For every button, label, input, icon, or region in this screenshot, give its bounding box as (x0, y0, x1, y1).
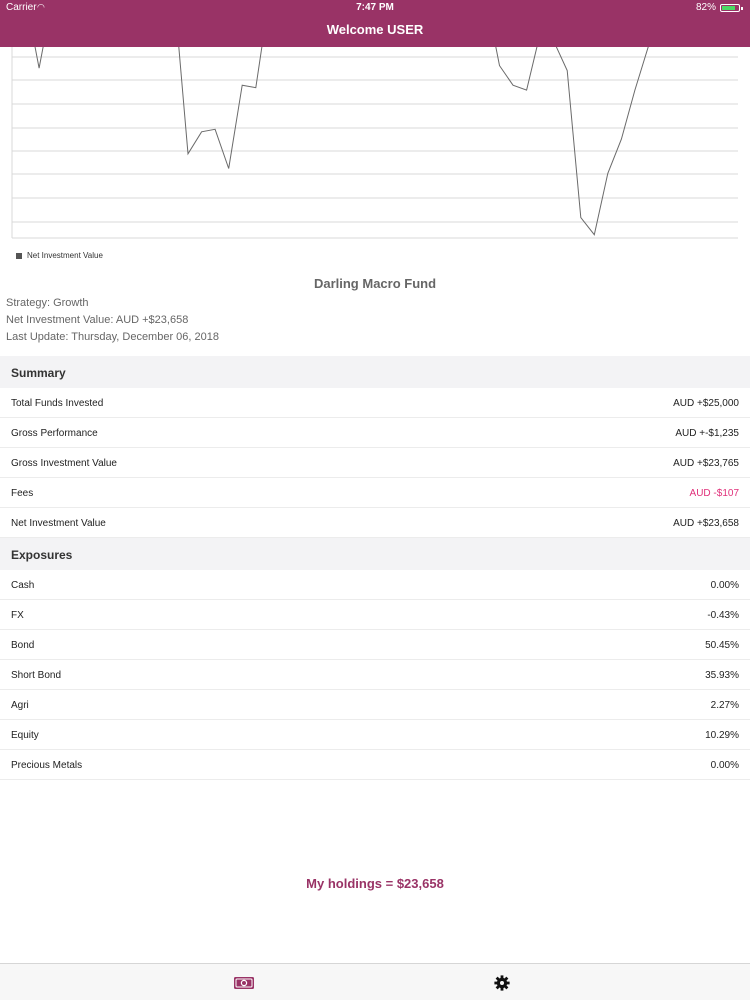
summary-header: Summary (0, 356, 750, 388)
exposure-row (0, 690, 750, 720)
row-label: FX (11, 610, 24, 621)
exposure-row (0, 630, 750, 660)
row-value: 35.93% (705, 670, 739, 681)
exposure-row (0, 720, 750, 750)
row-label: Bond (11, 640, 35, 651)
exposure-row (0, 570, 750, 600)
battery-percent: 82% (695, 2, 716, 13)
money-icon[interactable] (232, 974, 256, 992)
chart-legend (16, 251, 103, 260)
row-value: 10.29% (705, 730, 739, 741)
summary-row (0, 418, 750, 448)
fund-strategy: Strategy: Growth (6, 297, 89, 309)
exposure-row (0, 750, 750, 780)
row-label: Cash (11, 580, 35, 591)
row-value: AUD -$107 (689, 488, 739, 499)
status-bar (0, 0, 750, 14)
legend-label: Net Investment Value (27, 251, 103, 260)
exposures-header: Exposures (0, 538, 750, 570)
top-bar (0, 0, 750, 47)
fund-last-update: Last Update: Thursday, December 06, 2018 (6, 331, 219, 343)
summary-row (0, 508, 750, 538)
row-label: Gross Investment Value (11, 458, 117, 469)
exposure-row (0, 600, 750, 630)
row-value: AUD +$25,000 (673, 398, 739, 409)
row-value: 0.00% (710, 760, 739, 771)
row-value: 0.00% (710, 580, 739, 591)
row-value: 2.27% (710, 700, 739, 711)
row-value: AUD +-$1,235 (675, 428, 739, 439)
row-label: Agri (11, 700, 29, 711)
row-value: AUD +$23,765 (673, 458, 739, 469)
chart-svg (0, 47, 750, 252)
fund-title: Darling Macro Fund (313, 276, 437, 291)
exposure-row (0, 660, 750, 690)
row-label: Precious Metals (11, 760, 83, 771)
tab-bar (0, 963, 750, 1000)
row-label: Net Investment Value (11, 518, 106, 529)
summary-row (0, 478, 750, 508)
row-label: Total Funds Invested (11, 398, 104, 409)
carrier-label: Carrier (6, 2, 37, 13)
legend-swatch (16, 253, 22, 259)
page-title: Welcome USER (326, 22, 424, 37)
clock: 7:47 PM (356, 2, 394, 13)
net-investment-chart (0, 47, 750, 267)
row-value: AUD +$23,658 (673, 518, 739, 529)
row-value: 50.45% (705, 640, 739, 651)
row-label: Equity (11, 730, 39, 741)
summary-row (0, 388, 750, 418)
row-value: -0.43% (707, 610, 739, 621)
series-line-net-investment-value (12, 47, 662, 235)
row-label: Short Bond (11, 670, 62, 681)
row-label: Fees (11, 488, 34, 499)
summary-row (0, 448, 750, 478)
my-holdings: My holdings = $23,658 (306, 876, 444, 891)
gear-icon[interactable] (490, 974, 514, 992)
battery-icon (720, 4, 740, 12)
row-label: Gross Performance (11, 428, 98, 439)
wifi-icon: ◠ (37, 2, 45, 12)
fund-net-value: Net Investment Value: AUD +$23,658 (6, 314, 189, 326)
